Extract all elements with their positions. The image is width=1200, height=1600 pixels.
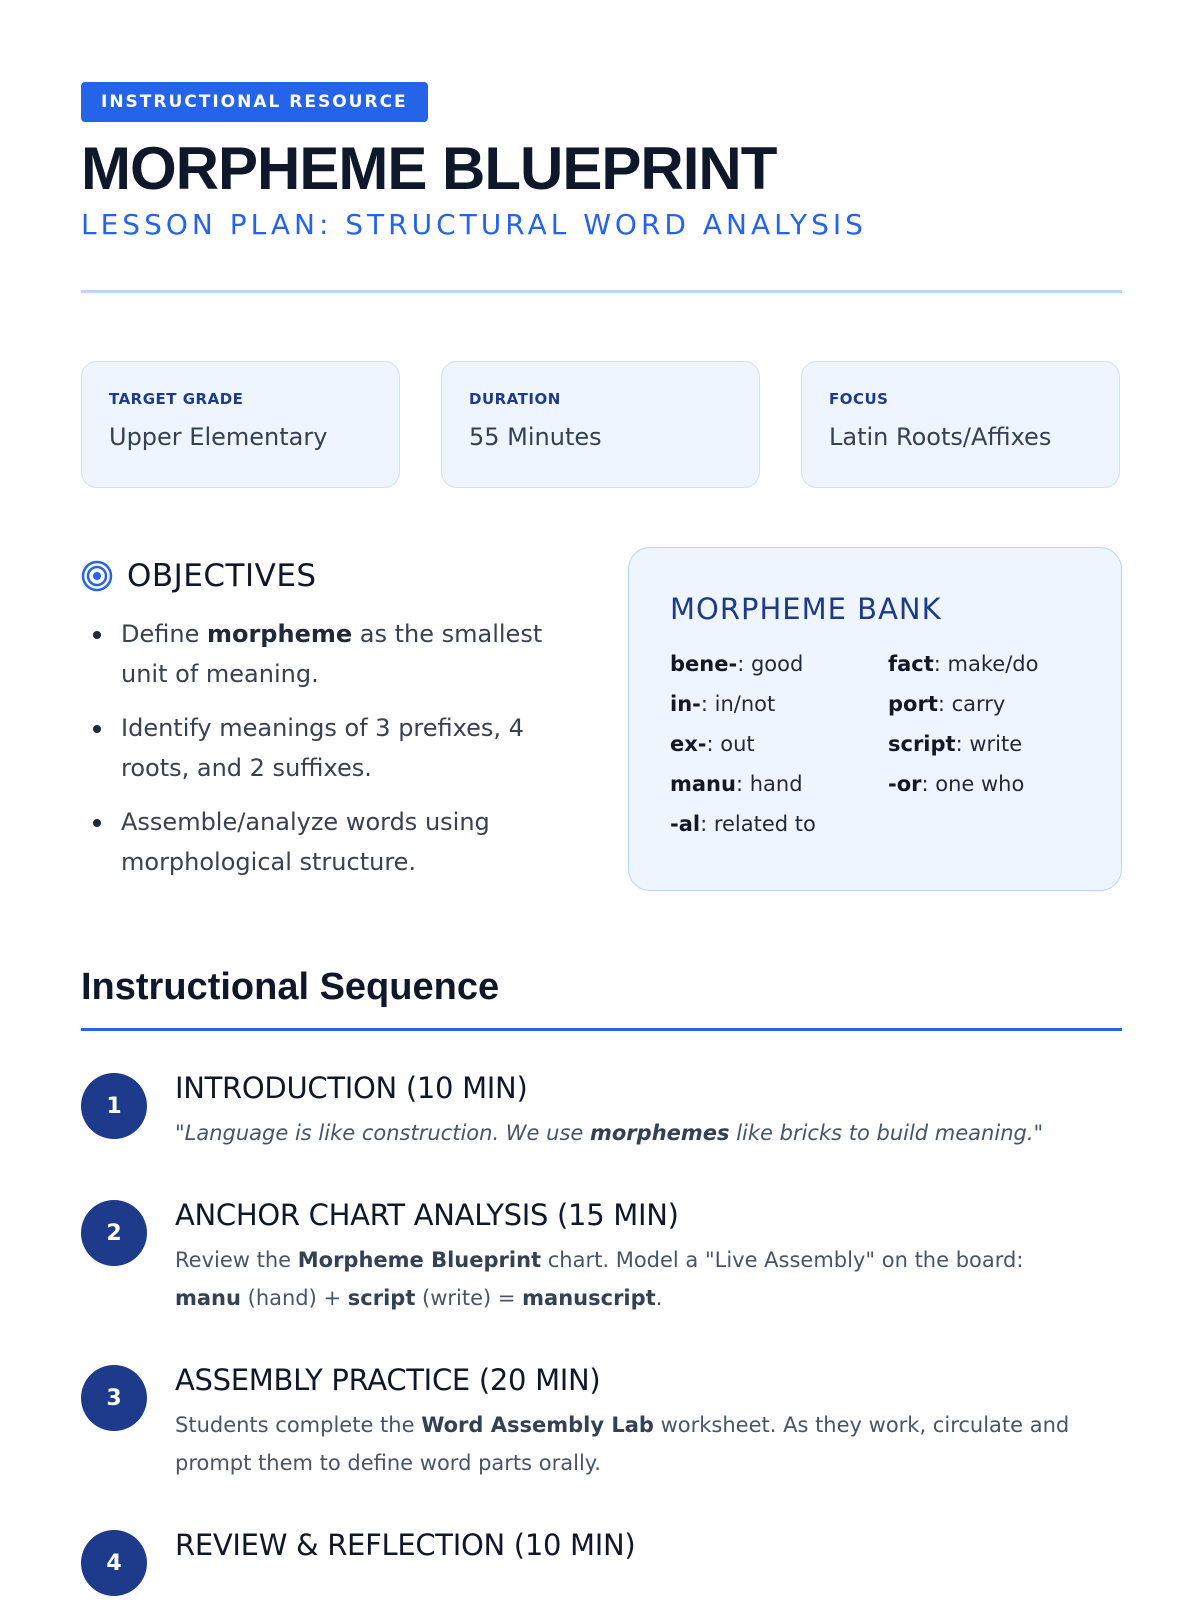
page-title: MORPHEME BLUEPRINT	[81, 135, 777, 202]
step-title: INTRODUCTION (10 MIN)	[175, 1071, 528, 1105]
step-title: ANCHOR CHART ANALYSIS (15 MIN)	[175, 1198, 679, 1232]
objective-item: Define morpheme as the smallest unit of meaning.	[81, 614, 551, 694]
meta-value: Upper Elementary	[109, 423, 328, 451]
bullet	[93, 725, 101, 733]
sequence-step	[81, 1526, 1122, 1592]
text-run: worksheet. As they work, circulate and prompt them to define word parts orally.	[175, 1413, 1070, 1475]
text-run: .	[655, 1286, 663, 1310]
morpheme-item	[888, 648, 1106, 680]
step-number: 2	[81, 1200, 147, 1266]
morpheme-item	[888, 768, 1106, 800]
morpheme-item	[888, 688, 1106, 720]
morpheme-meaning: : carry	[937, 692, 1006, 716]
objectives-list	[81, 614, 551, 882]
morpheme-item	[670, 768, 888, 800]
target-icon	[81, 560, 113, 592]
step-description	[175, 1406, 1095, 1482]
morpheme-bank-title: MORPHEME BANK	[670, 592, 942, 626]
morpheme-term: ex-	[670, 732, 707, 756]
morpheme-term: port	[888, 692, 938, 716]
sequence-divider	[81, 1028, 1122, 1031]
sequence-step	[81, 1361, 1122, 1482]
lesson-plan-page	[81, 82, 1122, 1600]
objectives-heading	[81, 556, 551, 596]
morpheme-term: fact	[888, 652, 934, 676]
emphasis-term: Morpheme Blueprint	[297, 1248, 542, 1272]
text-run: chart. Model a "Live Assembly" on the board:	[541, 1248, 1024, 1272]
objective-item: Assemble/analyze words using morphological structure.	[81, 802, 551, 882]
sequence-step	[81, 1069, 1122, 1152]
emphasis-term: manuscript	[522, 1286, 656, 1310]
emphasis-term: manu	[175, 1286, 241, 1310]
meta-label: FOCUS	[829, 390, 889, 408]
text-run: "Language is like construction. We use	[175, 1121, 590, 1145]
morpheme-item	[670, 728, 888, 760]
emphasis-term: script	[347, 1286, 416, 1310]
step-description	[175, 1114, 1095, 1152]
morpheme-meaning: : in/not	[700, 692, 776, 716]
morpheme-meaning: : one who	[921, 772, 1025, 796]
resource-badge: INSTRUCTIONAL RESOURCE	[81, 82, 428, 122]
step-number: 1	[81, 1073, 147, 1139]
morpheme-term: manu	[670, 772, 736, 796]
text-run: (write) =	[415, 1286, 523, 1310]
morpheme-term: in-	[670, 692, 701, 716]
morpheme-item	[670, 648, 888, 680]
morpheme-item	[888, 728, 1106, 760]
bullet	[93, 631, 101, 639]
emphasis-term: morphemes	[590, 1121, 730, 1145]
morpheme-term: -or	[888, 772, 922, 796]
morpheme-meaning: : write	[955, 732, 1023, 756]
meta-card-focus	[801, 361, 1120, 488]
morpheme-meaning: : make/do	[933, 652, 1039, 676]
morpheme-meaning: : hand	[735, 772, 803, 796]
morpheme-term: bene-	[670, 652, 738, 676]
morpheme-bank-grid	[670, 648, 1081, 840]
text-run: Students complete the	[175, 1413, 422, 1437]
meta-label: DURATION	[469, 390, 561, 408]
objectives-section	[81, 556, 551, 896]
step-number: 3	[81, 1365, 147, 1431]
meta-value: 55 Minutes	[469, 423, 602, 451]
text-run: Review the	[175, 1248, 298, 1272]
morpheme-term: script	[888, 732, 956, 756]
objectives-title: OBJECTIVES	[127, 558, 317, 594]
meta-value: Latin Roots/Affixes	[829, 423, 1052, 451]
bullet	[93, 819, 101, 827]
meta-cards	[81, 361, 1122, 488]
text-run: like bricks to build meaning."	[729, 1121, 1044, 1145]
meta-card-grade	[81, 361, 400, 488]
objective-item: Identify meanings of 3 prefixes, 4 roots, and 2 suffixes.	[81, 708, 551, 788]
morpheme-item	[670, 688, 888, 720]
objectives-and-bank	[81, 556, 1122, 936]
sequence-step	[81, 1196, 1122, 1317]
morpheme-bank	[628, 547, 1122, 891]
morpheme-meaning: : good	[737, 652, 804, 676]
morpheme-meaning: : related to	[700, 812, 816, 836]
meta-label: TARGET GRADE	[109, 390, 244, 408]
morpheme-term: -al	[670, 812, 701, 836]
morpheme-item	[670, 808, 888, 840]
emphasis-term: Word Assembly Lab	[421, 1413, 654, 1437]
page-subtitle: LESSON PLAN: STRUCTURAL WORD ANALYSIS	[81, 208, 867, 241]
step-title: ASSEMBLY PRACTICE (20 MIN)	[175, 1363, 601, 1397]
sequence-steps	[81, 1069, 1122, 1592]
step-number: 4	[81, 1530, 147, 1596]
step-description	[175, 1241, 1095, 1317]
header-divider	[81, 290, 1122, 293]
meta-card-duration	[441, 361, 760, 488]
sequence-heading: Instructional Sequence	[81, 966, 500, 1008]
text-run: (hand) +	[240, 1286, 348, 1310]
step-title: REVIEW & REFLECTION (10 MIN)	[175, 1528, 636, 1562]
morpheme-meaning: : out	[706, 732, 755, 756]
